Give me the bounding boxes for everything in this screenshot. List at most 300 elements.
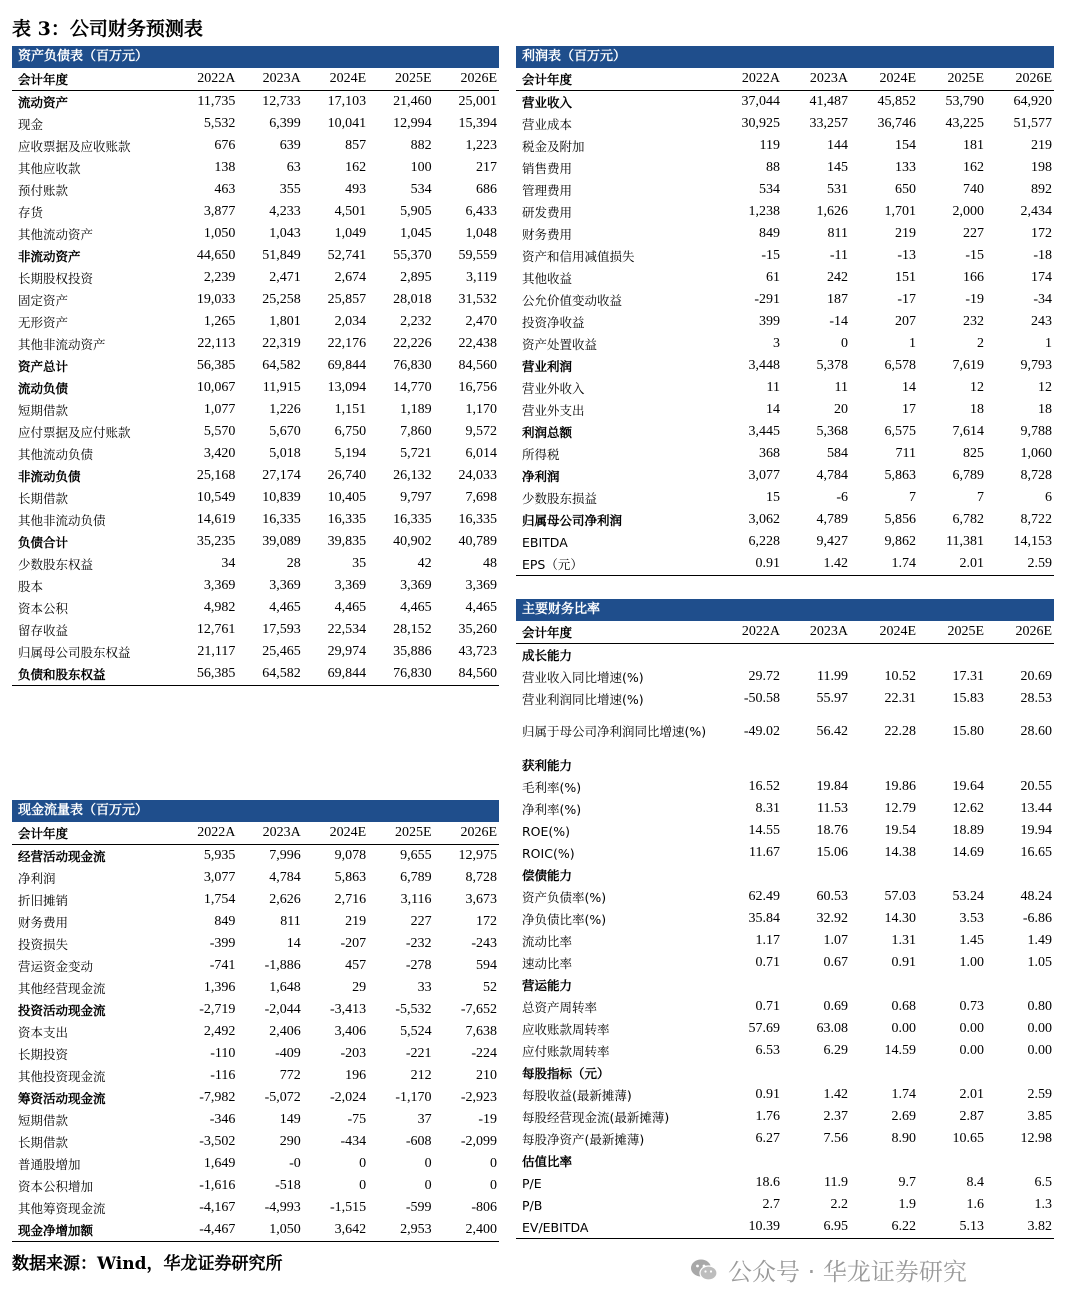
cell-value: 84,560: [434, 663, 499, 686]
cell-value: 0.00: [891, 1021, 916, 1036]
cell-value: 15,394: [458, 116, 497, 131]
table-row: [516, 1172, 1054, 1194]
cell-value: 3,369: [465, 578, 497, 593]
cell-value: 12.98: [1020, 1131, 1052, 1146]
cell-value: 3,445: [748, 424, 780, 439]
cell-value: 1.45: [959, 933, 984, 948]
cell-value: 1: [1045, 336, 1052, 351]
cell-value: 0.69: [823, 999, 848, 1014]
cell-value: 5,935: [203, 848, 236, 863]
cell-value: 16,335: [327, 512, 367, 527]
cell-value: 594: [476, 958, 497, 973]
cell-value: 6: [1045, 490, 1052, 505]
cell-value: 64,582: [237, 663, 302, 686]
cell-value: 232: [963, 314, 984, 329]
row-label: 经营活动现金流: [18, 849, 106, 864]
table-row: [516, 113, 1054, 135]
cell-value: 534: [410, 182, 432, 197]
year-header: 2025E: [918, 68, 986, 91]
cell-value: 9,788: [1020, 424, 1052, 439]
row-label: 营业利润同比增速(%): [522, 692, 644, 707]
year-header: 2024E: [850, 621, 918, 644]
cell-value: -15: [761, 248, 780, 263]
cell-value: [918, 644, 986, 667]
row-label: 流动资产: [18, 95, 69, 110]
cell-value: 40,902: [393, 534, 432, 549]
cell-value: 16,335: [393, 512, 432, 527]
table-row: [516, 487, 1054, 509]
cell-value: -2,044: [264, 1002, 301, 1017]
row-label: 偿债能力: [522, 868, 573, 883]
row-label: 其他非流动负债: [18, 513, 106, 528]
row-label: 长期股权投资: [18, 271, 94, 286]
cell-value: 25,168: [196, 468, 236, 483]
table-row: [12, 641, 499, 663]
cell-value: 14.69: [952, 845, 984, 860]
table-row: [516, 930, 1054, 952]
cell-value: 0.71: [755, 999, 780, 1014]
cell-value: -434: [340, 1134, 367, 1149]
cell-value: 35,886: [393, 644, 432, 659]
cell-value: 2: [977, 336, 984, 351]
cell-value: 2,674: [334, 270, 367, 285]
cell-value: [714, 1062, 782, 1084]
cell-value: [850, 1062, 918, 1084]
cell-value: 64,582: [262, 358, 301, 373]
cell-value: 18.76: [816, 823, 848, 838]
cell-value: 26,132: [393, 468, 432, 483]
cell-value: 2,626: [269, 892, 301, 907]
cell-value: 3,420: [203, 446, 236, 461]
table-row: [516, 1128, 1054, 1150]
row-label: 财务费用: [18, 915, 69, 930]
cash-flow-title: 现金流量表（百万元）: [12, 800, 499, 822]
cell-value: 217: [476, 160, 497, 175]
cell-value: 63: [286, 160, 301, 175]
cell-value: 39,089: [262, 534, 301, 549]
cell-value: 5,863: [334, 870, 367, 885]
row-label: 固定资产: [18, 293, 69, 308]
row-label: 负债合计: [18, 535, 69, 550]
table-header-row: [516, 621, 1054, 644]
table-row: [516, 399, 1054, 421]
cell-value: 676: [214, 138, 236, 153]
cell-value: 1,060: [1020, 446, 1052, 461]
cell-value: [986, 1062, 1054, 1084]
cell-value: 76,830: [393, 358, 432, 373]
cell-value: 4,465: [334, 600, 367, 615]
cell-value: 219: [895, 226, 916, 241]
cell-value: 212: [410, 1068, 432, 1083]
cell-value: 32.92: [816, 911, 848, 926]
cell-value: 219: [1031, 138, 1052, 153]
row-label: 存货: [18, 205, 44, 220]
table-row: [12, 1043, 499, 1065]
row-label: 流动比率: [522, 934, 573, 949]
year-header: 2025E: [918, 621, 986, 644]
cell-value: 154: [895, 138, 916, 153]
cell-value: 2.37: [823, 1109, 848, 1124]
cell-value: 162: [963, 160, 984, 175]
cell-value: 1.9: [898, 1197, 916, 1212]
cell-value: 69,844: [327, 358, 367, 373]
watermark-text: 公众号 · 华龙证券研究: [728, 1258, 967, 1286]
row-label: 长期借款: [18, 491, 69, 506]
cell-value: 19.94: [1020, 823, 1052, 838]
cell-value: 181: [963, 138, 984, 153]
table-row: [12, 531, 499, 553]
row-label: 非流动负债: [18, 469, 81, 484]
cell-value: 210: [476, 1068, 497, 1083]
cell-value: 3,877: [203, 204, 236, 219]
cell-value: 5,524: [400, 1024, 432, 1039]
cell-value: 2,434: [1020, 204, 1052, 219]
table-row: [12, 333, 499, 355]
cell-value: -1,170: [395, 1090, 432, 1105]
row-label: 其他筹资现金流: [18, 1201, 106, 1216]
cell-value: 10,405: [327, 490, 367, 505]
cell-value: 772: [279, 1068, 301, 1083]
cell-value: -116: [210, 1068, 236, 1083]
cell-value: 10,067: [196, 380, 236, 395]
cell-value: 17,103: [327, 94, 367, 109]
cell-value: 29.72: [748, 669, 780, 684]
row-label: 非流动资产: [18, 249, 81, 264]
cell-value: 11.99: [817, 669, 848, 684]
cell-value: 0.00: [1027, 1021, 1052, 1036]
cell-value: 849: [214, 914, 236, 929]
cell-value: 9,655: [400, 848, 432, 863]
cell-value: 7,860: [400, 424, 432, 439]
row-label: 净利率(%): [522, 802, 582, 817]
cell-value: 10,549: [196, 490, 236, 505]
table-header-row: [12, 68, 499, 91]
table-row: [516, 355, 1054, 377]
cell-value: 28.60: [1020, 724, 1052, 739]
cell-value: [918, 1150, 986, 1172]
cell-value: 5,368: [816, 424, 848, 439]
cell-value: 0.91: [714, 553, 782, 576]
table-row: [12, 1087, 499, 1109]
cell-value: 31,532: [458, 292, 497, 307]
page-title: 表 3：公司财务预测表: [12, 18, 203, 40]
row-label: 应付票据及应付账款: [18, 425, 131, 440]
cell-value: 242: [827, 270, 848, 285]
cell-value: 10.65: [952, 1131, 984, 1146]
row-label: 营业收入同比增速(%): [522, 670, 644, 685]
cell-value: 6,228: [748, 534, 780, 549]
cell-value: 56,385: [196, 358, 236, 373]
cell-value: -5,072: [264, 1090, 301, 1105]
cell-value: 0: [359, 1156, 367, 1171]
row-label: 预付账款: [18, 183, 69, 198]
table-row: [516, 179, 1054, 201]
cell-value: 13,094: [327, 380, 367, 395]
cell-value: 8,722: [1020, 512, 1052, 527]
cell-value: 463: [214, 182, 236, 197]
cell-value: 5.13: [918, 1216, 986, 1239]
table-row: [12, 1065, 499, 1087]
cell-value: 1.05: [1027, 955, 1052, 970]
cell-value: -19: [478, 1112, 497, 1127]
cell-value: -1,515: [330, 1200, 367, 1215]
cell-value: 5,532: [203, 116, 236, 131]
cell-value: 2,034: [334, 314, 367, 329]
cell-value: 174: [1031, 270, 1052, 285]
cell-value: -203: [340, 1046, 367, 1061]
row-label: EPS（元）: [516, 553, 714, 576]
table-row: [516, 952, 1054, 974]
row-label: 应收账款周转率: [522, 1022, 610, 1037]
cell-value: 7: [977, 490, 984, 505]
cell-value: 22,176: [327, 336, 367, 351]
cell-value: 8,728: [1020, 468, 1052, 483]
cell-value: 21,460: [393, 94, 432, 109]
row-label: 其他应收款: [18, 161, 81, 176]
year-header: 2024E: [850, 68, 918, 91]
balance-sheet-title: 资产负债表（百万元）: [12, 46, 499, 68]
cell-value: 6.53: [755, 1043, 780, 1058]
row-label: 其他流动资产: [18, 227, 94, 242]
cell-value: 0.73: [959, 999, 984, 1014]
cell-value: 61: [766, 270, 780, 285]
cell-value: 584: [827, 446, 848, 461]
table-row: [516, 157, 1054, 179]
cell-value: 243: [1031, 314, 1052, 329]
cell-value: 43,225: [945, 116, 984, 131]
cell-value: [714, 1150, 782, 1172]
table-row: [516, 710, 1054, 754]
year-header: 2026E: [986, 68, 1054, 91]
row-label: 负债和股东权益: [12, 663, 172, 686]
cell-value: 63.08: [816, 1021, 848, 1036]
cell-value: 0.91: [755, 1087, 780, 1102]
row-label: 无形资产: [18, 315, 69, 330]
cell-value: 11: [834, 380, 848, 395]
cell-value: 12,975: [458, 848, 497, 863]
cell-value: 6,399: [269, 116, 301, 131]
table-row: [12, 201, 499, 223]
cell-value: 51,849: [262, 248, 301, 263]
cell-value: 0: [841, 336, 848, 351]
cell-value: 52: [483, 980, 497, 995]
cell-value: 2,953: [368, 1219, 433, 1242]
cell-value: 0.80: [1027, 999, 1052, 1014]
cell-value: 48: [483, 556, 497, 571]
cell-value: -399: [209, 936, 236, 951]
cell-value: 1,043: [269, 226, 301, 241]
cell-value: -1,616: [199, 1178, 236, 1193]
cell-value: 12,733: [262, 94, 301, 109]
cell-value: 14.30: [884, 911, 916, 926]
cell-value: 3,077: [203, 870, 236, 885]
table-row: [12, 135, 499, 157]
year-header: 2024E: [303, 822, 368, 845]
cell-value: 7,698: [465, 490, 497, 505]
cell-value: 0.71: [755, 955, 780, 970]
cell-value: 149: [279, 1112, 301, 1127]
cell-value: 1.76: [755, 1109, 780, 1124]
cell-value: [714, 754, 782, 776]
cell-value: 6.27: [755, 1131, 780, 1146]
cell-value: 1: [909, 336, 916, 351]
cell-value: 22,226: [393, 336, 432, 351]
cell-value: 45,852: [877, 94, 916, 109]
cell-value: [714, 864, 782, 886]
table-row: [12, 619, 499, 641]
cell-value: 811: [827, 226, 848, 241]
cell-value: 1,077: [203, 402, 236, 417]
cell-value: 28,152: [393, 622, 432, 637]
header-label: 会计年度: [516, 621, 714, 644]
table-row: [516, 974, 1054, 996]
cell-value: 11.53: [817, 801, 848, 816]
table-row: [12, 845, 499, 868]
cell-value: 1.42: [823, 1087, 848, 1102]
table-row: [516, 1194, 1054, 1216]
row-label: 折旧摊销: [18, 893, 69, 908]
cell-value: 42: [417, 556, 432, 571]
cell-value: 355: [279, 182, 301, 197]
cell-value: 9,793: [1020, 358, 1052, 373]
cell-value: 30,925: [741, 116, 780, 131]
cell-value: 2.87: [959, 1109, 984, 1124]
cell-value: -3,502: [199, 1134, 236, 1149]
cell-value: 119: [759, 138, 780, 153]
cell-value: 22.28: [884, 724, 916, 739]
cell-value: 2,716: [334, 892, 367, 907]
cell-value: 57.03: [884, 889, 916, 904]
table-row: [12, 267, 499, 289]
cell-value: 11.9: [824, 1175, 848, 1190]
cell-value: 1.3: [1034, 1197, 1052, 1212]
table-row: [12, 977, 499, 999]
cell-value: 37,044: [741, 94, 780, 109]
cell-value: 534: [759, 182, 780, 197]
row-label: 净负债比率(%): [522, 912, 607, 927]
cell-value: 138: [214, 160, 236, 175]
cell-value: 6,789: [952, 468, 984, 483]
row-label: 少数股东损益: [522, 491, 598, 506]
cell-value: 4,982: [203, 600, 236, 615]
table-row: [12, 1153, 499, 1175]
cell-value: 3.53: [959, 911, 984, 926]
cell-value: 7,619: [952, 358, 984, 373]
cell-value: 22,438: [458, 336, 497, 351]
cell-value: 2,232: [400, 314, 432, 329]
cell-value: 12: [1038, 380, 1052, 395]
cell-value: 1,226: [269, 402, 301, 417]
cell-value: 1,754: [203, 892, 236, 907]
cell-value: -49.02: [743, 724, 780, 739]
table-row: [516, 776, 1054, 798]
row-label: P/B: [522, 1197, 543, 1213]
cell-value: 33: [417, 980, 432, 995]
row-label: ROIC(%): [522, 845, 575, 861]
cell-value: -50.58: [743, 691, 780, 706]
header-label: 会计年度: [12, 822, 172, 845]
cell-value: 4,501: [334, 204, 367, 219]
year-header: 2026E: [434, 822, 499, 845]
cell-value: 16,756: [458, 380, 497, 395]
cell-value: -4,993: [264, 1200, 301, 1215]
cell-value: -19: [965, 292, 984, 307]
row-label: 税金及附加: [522, 139, 585, 154]
cell-value: [918, 974, 986, 996]
cell-value: 4,789: [816, 512, 848, 527]
watermark: [690, 1252, 967, 1287]
cell-value: [782, 974, 850, 996]
table-row: [12, 553, 499, 575]
row-label: 营业利润: [522, 359, 573, 374]
cell-value: 12.62: [952, 801, 984, 816]
cell-value: -110: [210, 1046, 236, 1061]
table-row: [12, 91, 499, 114]
cell-value: 41,487: [809, 94, 848, 109]
table-row: [516, 1062, 1054, 1084]
table-row: [516, 1084, 1054, 1106]
cell-value: -243: [471, 936, 497, 951]
table-row: [516, 688, 1054, 710]
table-row: [12, 1131, 499, 1153]
cell-value: 39,835: [327, 534, 367, 549]
cell-value: 76,830: [368, 663, 433, 686]
row-label: P/E: [522, 1175, 542, 1191]
row-label: 股本: [18, 579, 44, 594]
cell-value: 18.89: [952, 823, 984, 838]
cell-value: 1,701: [884, 204, 916, 219]
cell-value: -7,982: [199, 1090, 236, 1105]
cell-value: 84,560: [458, 358, 497, 373]
cell-value: -13: [897, 248, 916, 263]
cell-value: 1,238: [748, 204, 780, 219]
cell-value: 24,033: [458, 468, 497, 483]
row-label: 归属母公司净利润: [522, 513, 623, 528]
cell-value: [918, 754, 986, 776]
cell-value: 187: [827, 292, 848, 307]
cell-value: 1.74: [891, 1087, 916, 1102]
cell-value: -6.86: [1022, 911, 1052, 926]
table-row: [12, 157, 499, 179]
cell-value: 1,648: [269, 980, 301, 995]
cell-value: 25,857: [327, 292, 367, 307]
income-statement-panel: [516, 46, 1054, 576]
cell-value: 29,974: [327, 644, 367, 659]
cell-value: 0.00: [959, 1021, 984, 1036]
table-header-row: [12, 822, 499, 845]
cell-value: -2,024: [330, 1090, 367, 1105]
cell-value: 145: [827, 160, 848, 175]
cell-value: 25,258: [262, 292, 301, 307]
row-label: 速动比率: [522, 956, 573, 971]
row-label: 营业收入: [522, 95, 573, 110]
cell-value: 14.59: [884, 1043, 916, 1058]
cell-value: 1.31: [891, 933, 916, 948]
year-header: 2023A: [237, 822, 302, 845]
cell-value: 17.31: [952, 669, 984, 684]
row-label: 销售费用: [522, 161, 573, 176]
cell-value: 172: [1031, 226, 1052, 241]
cell-value: 5,018: [269, 446, 301, 461]
cell-value: 4,465: [269, 600, 301, 615]
table-row: [516, 798, 1054, 820]
row-label: 资本公积: [18, 601, 69, 616]
cell-value: 19,033: [196, 292, 236, 307]
cell-value: [986, 754, 1054, 776]
cell-value: 59,559: [458, 248, 497, 263]
cell-value: -599: [405, 1200, 432, 1215]
cell-value: 3,448: [748, 358, 780, 373]
